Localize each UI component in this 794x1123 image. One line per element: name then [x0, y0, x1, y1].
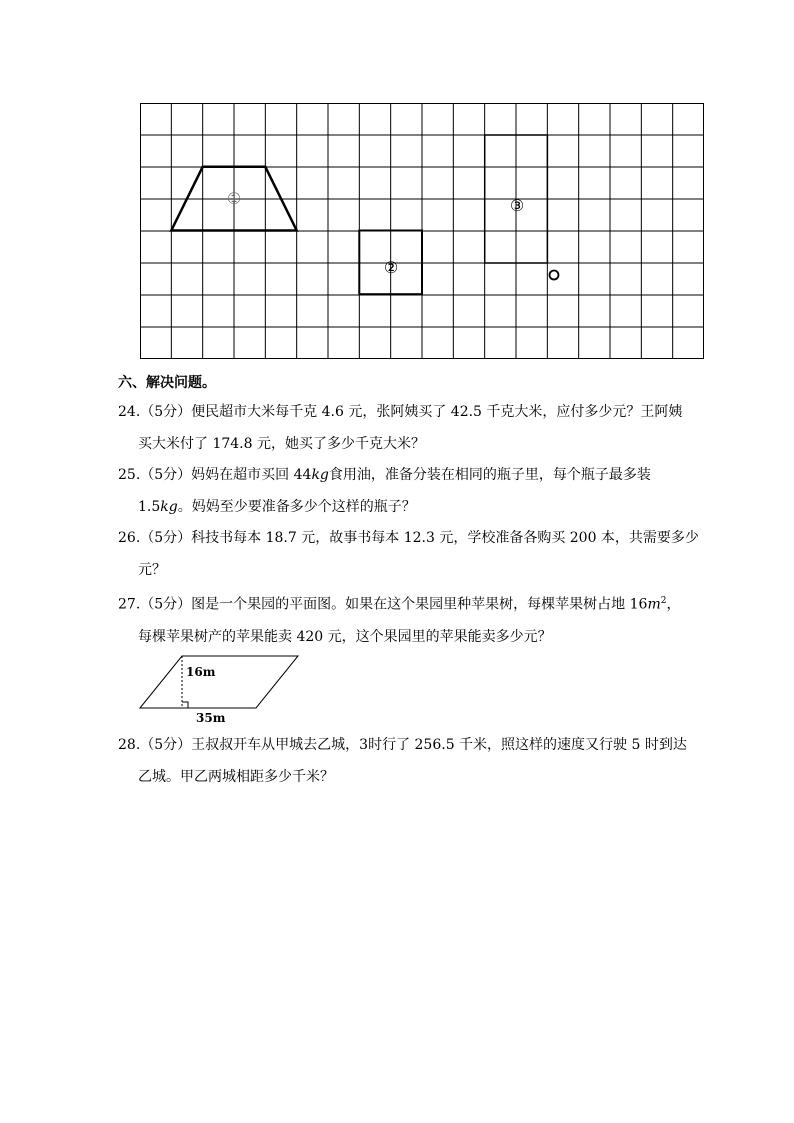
parallelogram-shape: [140, 656, 298, 708]
grid-svg: [140, 103, 704, 359]
grid-figure: [140, 103, 704, 359]
question-28-line2: 乙城。甲乙两城相距多少千米？: [138, 769, 334, 785]
question-25-line1b: 食用油，准备分装在相同的瓶子里，每个瓶子最多装: [328, 467, 651, 483]
question-28-line1: 28.（5分）王叔叔开车从甲城去乙城，3时行了 256.5 千米，照这样的速度又行驶 5 时到达: [118, 737, 687, 753]
point-o: [550, 271, 559, 280]
question-25-line2: [138, 499, 698, 515]
rectangle-label: ③: [509, 196, 525, 215]
question-25-line2a: 1.5: [138, 499, 161, 515]
height-label: 16m: [186, 665, 216, 679]
base-label: 35m: [196, 711, 226, 724]
question-24: [118, 404, 698, 452]
parallelogram-svg: [138, 652, 302, 724]
question-25-unit2: kg: [160, 499, 178, 515]
question-27-line1a: 27.（5分）图是一个果园的平面图。如果在这个果园里种苹果树，每棵苹果树占地 16: [118, 596, 648, 613]
question-25-line1a: 25.（5分）妈妈在超市买回 44: [118, 467, 312, 483]
question-26-line1: 26.（5分）科技书每本 18.7 元，故事书每本 12.3 元，学校准备各购买 200 本，共需要多少: [118, 530, 699, 546]
section-title: 六、解决问题。: [118, 375, 216, 391]
question-26-line2: 元？: [138, 562, 166, 578]
right-angle-mark: [182, 702, 188, 708]
question-27-unit: m: [647, 596, 661, 613]
question-25: [118, 467, 698, 515]
question-26: [118, 530, 698, 578]
question-25-unit1: kg: [311, 467, 329, 483]
question-27-line2: 每棵苹果树产的苹果能卖 420 元，这个果园里的苹果能卖多少元？: [138, 628, 552, 645]
square-label: ②: [383, 258, 399, 277]
orchard-figure: [138, 652, 302, 724]
question-27-sup: 2: [660, 596, 667, 606]
question-27-line1b: ，: [666, 596, 681, 613]
question-27: [118, 593, 698, 645]
question-25-line2b: 。妈妈至少要准备多少个这样的瓶子？: [177, 499, 416, 515]
trapezoid-label: ①: [226, 189, 242, 208]
question-24-line1: 24.（5分）便民超市大米每千克 4.6 元，张阿姨买了 42.5 千克大米，应付多少元？王阿姨: [118, 404, 683, 420]
question-24-line2: 买大米付了 174.8 元，她买了多少千克大米？: [138, 436, 425, 452]
question-28: [118, 737, 698, 785]
